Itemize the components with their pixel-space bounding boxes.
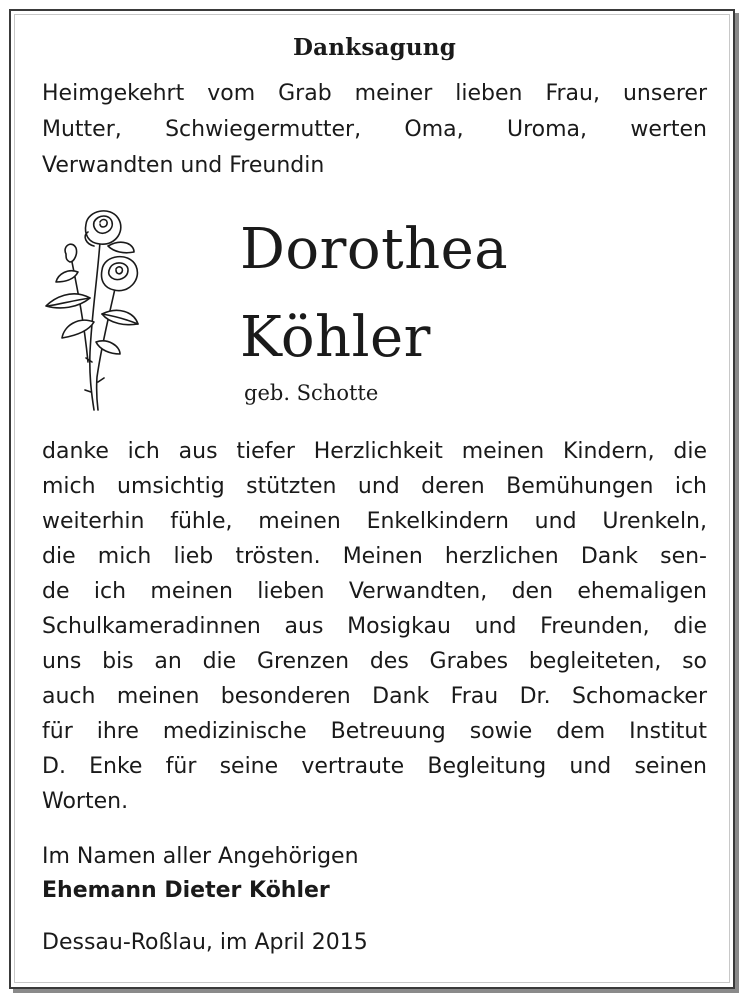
body-line: für ihre medizinische Betreuung sowie dem Institut	[42, 719, 707, 744]
notice-title: Danksagung	[293, 34, 456, 61]
rose-icon	[42, 202, 142, 414]
body-line: mich umsichtig stützten und deren Bemühungen ich	[42, 474, 707, 499]
body-line: Worten.	[42, 789, 129, 814]
body-line: auch meinen besonderen Dank Frau Dr. Schomacker	[42, 684, 707, 709]
body-line: Schulkameradinnen aus Mosigkau und Freunden, die	[42, 614, 707, 639]
body-line: D. Enke für seine vertraute Begleitung und seinen	[42, 754, 707, 779]
deceased-last-name: Köhler	[240, 305, 431, 370]
place-date: Dessau-Roßlau, im April 2015	[42, 930, 368, 955]
deceased-first-name: Dorothea	[240, 217, 509, 282]
body-text	[42, 434, 707, 819]
body-line: danke ich aus tiefer Herzlichkeit meinen Kindern, die	[42, 439, 707, 464]
intro-text	[42, 76, 707, 184]
deceased-maiden-name: geb. Schotte	[244, 381, 379, 405]
body-line: weiterhin fühle, meinen Enkelkindern und Urenkeln,	[42, 509, 707, 534]
intro-line: Mutter, Schwiegermutter, Oma, Uroma, werten	[42, 117, 707, 142]
body-line: uns bis an die Grenzen des Grabes begleiteten, so	[42, 649, 707, 674]
intro-line: Heimgekehrt vom Grab meiner lieben Frau, unserer	[42, 81, 707, 106]
body-line: de ich meinen lieben Verwandten, den ehemaligen	[42, 579, 707, 604]
body-line: die mich lieb trösten. Meinen herzlichen Dank sen-	[42, 544, 707, 569]
greeting: Im Namen aller Angehörigen	[42, 844, 359, 869]
intro-line: Verwandten und Freundin	[42, 153, 325, 178]
signature: Ehemann Dieter Köhler	[42, 878, 330, 903]
